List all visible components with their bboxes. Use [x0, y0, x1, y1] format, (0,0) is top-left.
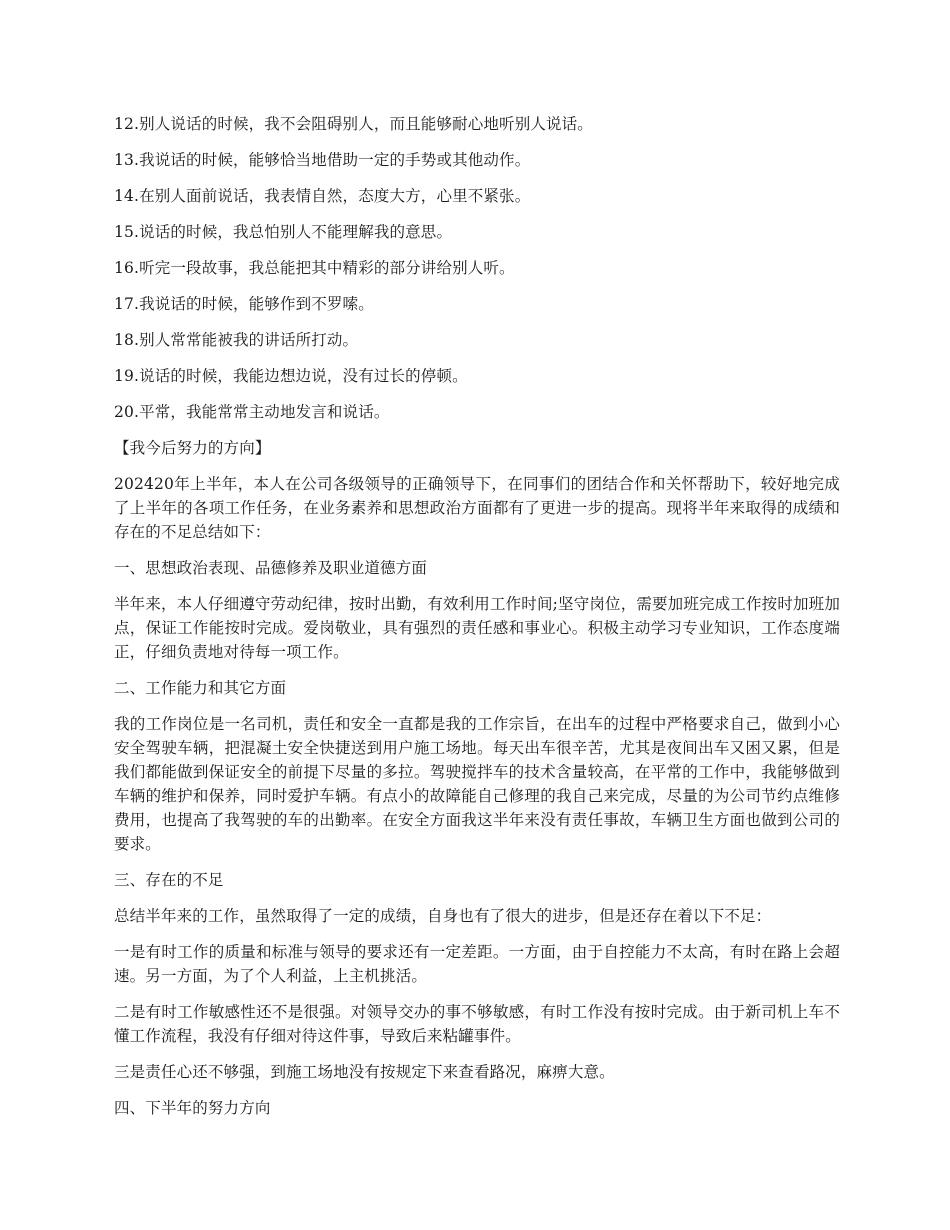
- survey-item-20: 20.平常，我能常常主动地发言和说话。: [114, 403, 390, 421]
- section-heading-3: 三、存在的不足: [114, 871, 224, 889]
- shortcoming-1: 一是有时工作的质量和标准与领导的要求还有一定差距。一方面，由于自控能力不太高，有时在路上会超速。另一方面，为了个人利益，上主机挑活。: [114, 943, 840, 985]
- survey-item-19: 19.说话的时候，我能边想边说，没有过长的停顿。: [114, 367, 468, 385]
- section-heading-direction: 【我今后努力的方向】: [114, 439, 271, 457]
- shortcoming-2: 二是有时工作敏感性还不是很强。对领导交办的事不够敏感，有时工作没有按时完成。由于新司机上车不懂工作流程，我没有仔细对待这件事，导致后来粘罐事件。: [114, 1003, 840, 1045]
- survey-item-13: 13.我说话的时候，能够恰当地借助一定的手势或其他动作。: [114, 151, 531, 169]
- section-1-paragraph: 半年来，本人仔细遵守劳动纪律，按时出勤，有效利用工作时间;坚守岗位，需要加班完成工作按时加班加点，保证工作能按时完成。爱岗敬业，具有强烈的责任感和事业心。积极主动学习专业知识，工作态度端正，仔细负责地对待每一项工作。: [114, 595, 840, 661]
- survey-item-18: 18.别人常常能被我的讲话所打动。: [114, 331, 359, 349]
- section-3-intro: 总结半年来的工作，虽然取得了一定的成绩，自身也有了很大的进步，但是还存在着以下不足：: [114, 907, 772, 925]
- document-body: [114, 112, 840, 1132]
- intro-paragraph: 202420年上半年，本人在公司各级领导的正确领导下，在同事们的团结合作和关怀帮助下，较好地完成了上半年的各项工作任务，在业务素养和思想政治方面都有了更进一步的提高。现将半年来取得的成绩和存在的不足总结如下：: [114, 475, 840, 541]
- shortcoming-3: 三是责任心还不够强，到施工场地没有按规定下来查看路况，麻痹大意。: [114, 1063, 615, 1081]
- section-heading-4: 四、下半年的努力方向: [114, 1099, 271, 1117]
- survey-item-16: 16.听完一段故事，我总能把其中精彩的部分讲给别人听。: [114, 259, 515, 277]
- section-heading-2: 二、工作能力和其它方面: [114, 679, 287, 697]
- survey-item-12: 12.别人说话的时候，我不会阻碍别人，而且能够耐心地听别人说话。: [114, 115, 593, 133]
- survey-item-15: 15.说话的时候，我总怕别人不能理解我的意思。: [114, 223, 453, 241]
- survey-item-17: 17.我说话的时候，能够作到不罗嗦。: [114, 295, 374, 313]
- section-2-paragraph: 我的工作岗位是一名司机，责任和安全一直都是我的工作宗旨，在出车的过程中严格要求自己，做到小心安全驾驶车辆，把混凝土安全快捷送到用户施工场地。每天出车很辛苦，尤其是夜间出车又困又累，但是我们都能做到保证安全的前提下尽量的多拉。驾驶搅拌车的技术含量较高，在平常的工作中，我能够做到车辆的维护和保养，同时爱护车辆。有点小的故障能自己修理的我自己来完成，尽量的为公司节约点维修费用，也提高了我驾驶的车的出勤率。在安全方面我这半年来没有责任事故，车辆卫生方面也做到公司的要求。: [114, 715, 840, 853]
- section-heading-1: 一、思想政治表现、品德修养及职业道德方面: [114, 559, 428, 577]
- survey-item-14: 14.在别人面前说话，我表情自然，态度大方，心里不紧张。: [114, 187, 531, 205]
